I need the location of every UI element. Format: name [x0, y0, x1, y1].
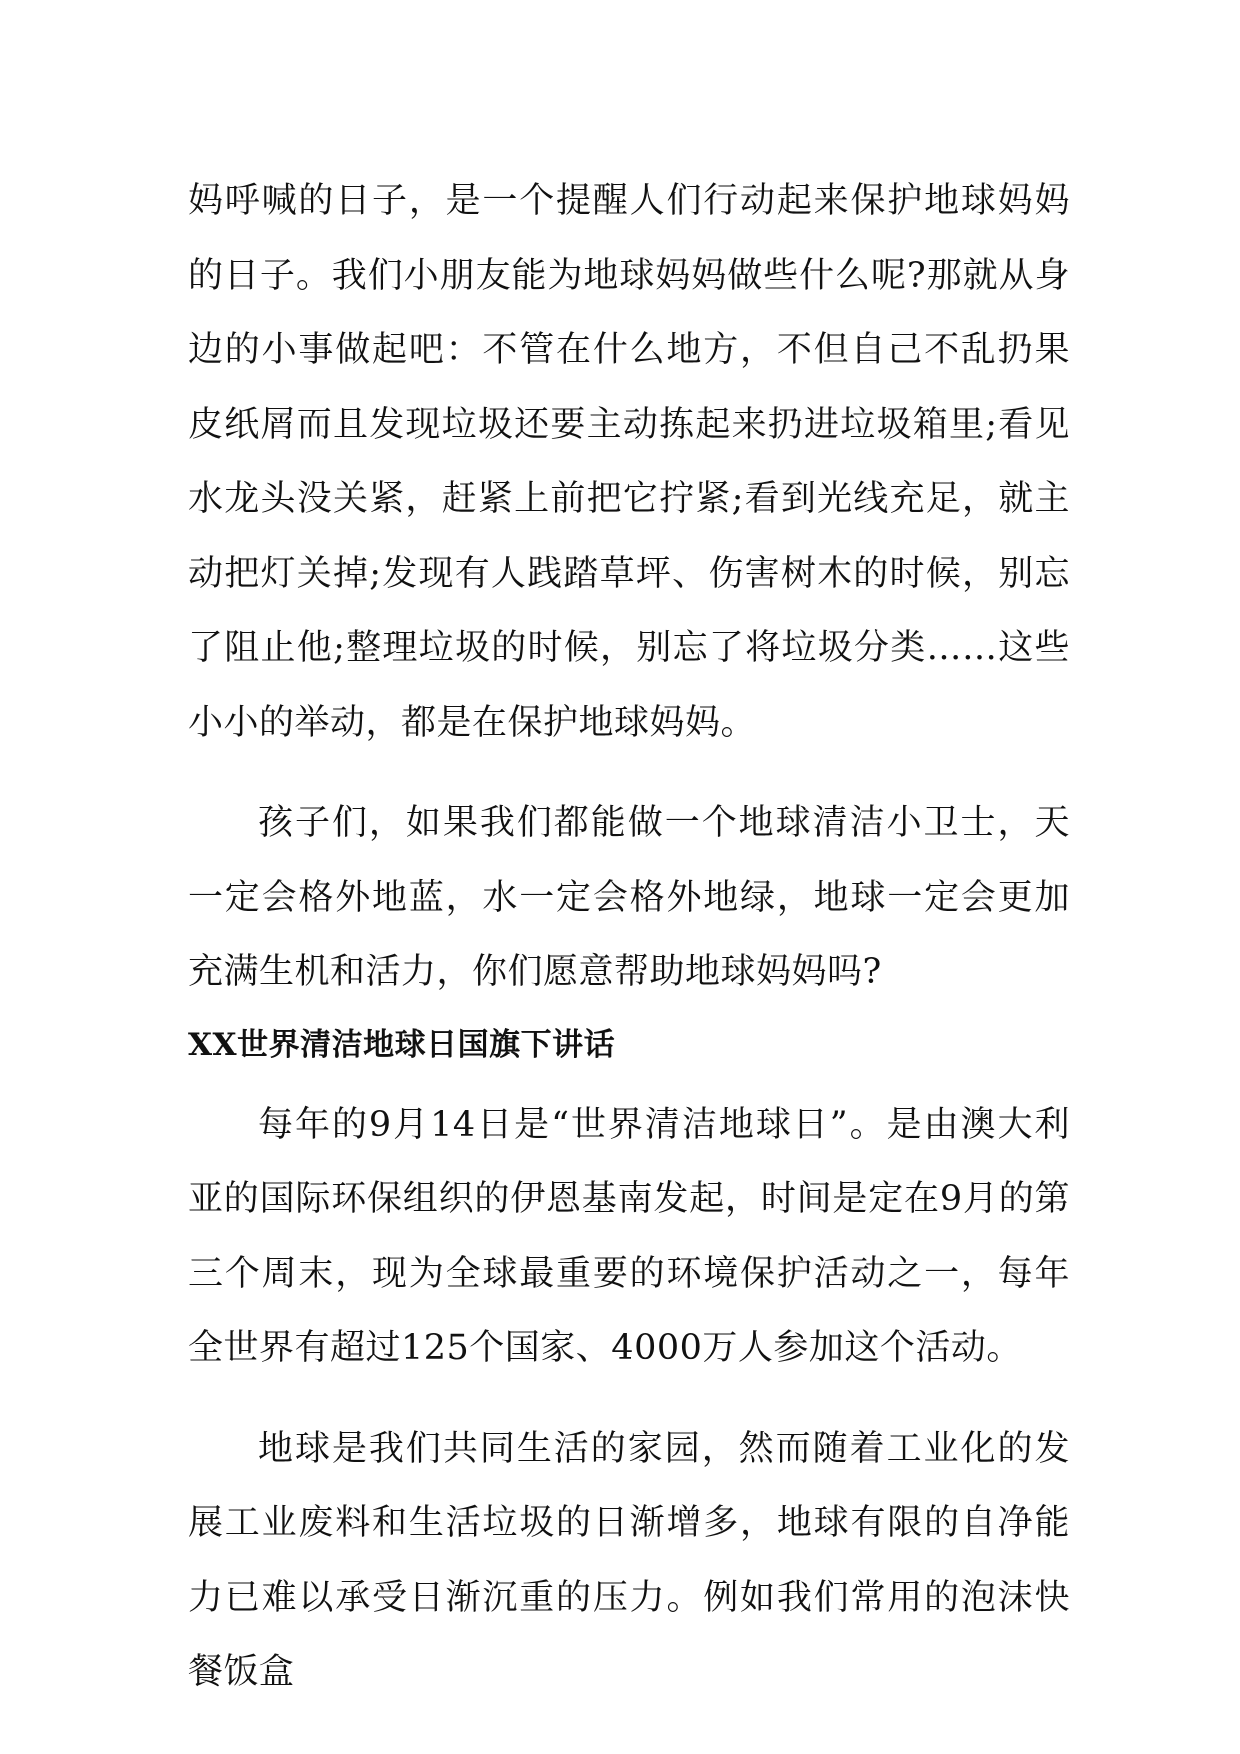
- paragraph-intro: 每年的9月14日是“世界清洁地球日”。是由澳大利亚的国际环保组织的伊恩基南发起，时间是定在9月的第三个周末，现为全球最重要的环境保护活动之一，每年全世界有超过125个国家、4000万人参加这个活动。: [188, 1104, 1070, 1368]
- paragraph-continued: 妈呼喊的日子，是一个提醒人们行动起来保护地球妈妈的日子。我们小朋友能为地球妈妈做些什么呢?那就从身边的小事做起吧：不管在什么地方，不但自己不乱扔果皮纸屑而且发现垃圾还要主动拣起来扔进垃圾箱里;看见水龙头没关紧，赶紧上前把它拧紧;看到光线充足，就主动把灯关掉;发现有人践踏草坪、伤害树木的时候，别忘了阻止他;整理垃圾的时候，别忘了将垃圾分类……这些小小的举动，都是在保护地球妈妈。: [188, 181, 1070, 743]
- paragraph-earth: 地球是我们共同生活的家园，然而随着工业化的发展工业废料和生活垃圾的日渐增多，地球有限的自净能力已难以承受日渐沉重的压力。例如我们常用的泡沫快餐饭盒: [188, 1428, 1070, 1692]
- paragraph-closing: 孩子们，如果我们都能做一个地球清洁小卫士，天一定会格外地蓝，水一定会格外地绿，地球一定会更加充满生机和活力，你们愿意帮助地球妈妈吗?: [188, 803, 1070, 992]
- section-heading: XX世界清洁地球日国旗下讲话: [188, 1026, 616, 1063]
- document-body: [188, 164, 1070, 1710]
